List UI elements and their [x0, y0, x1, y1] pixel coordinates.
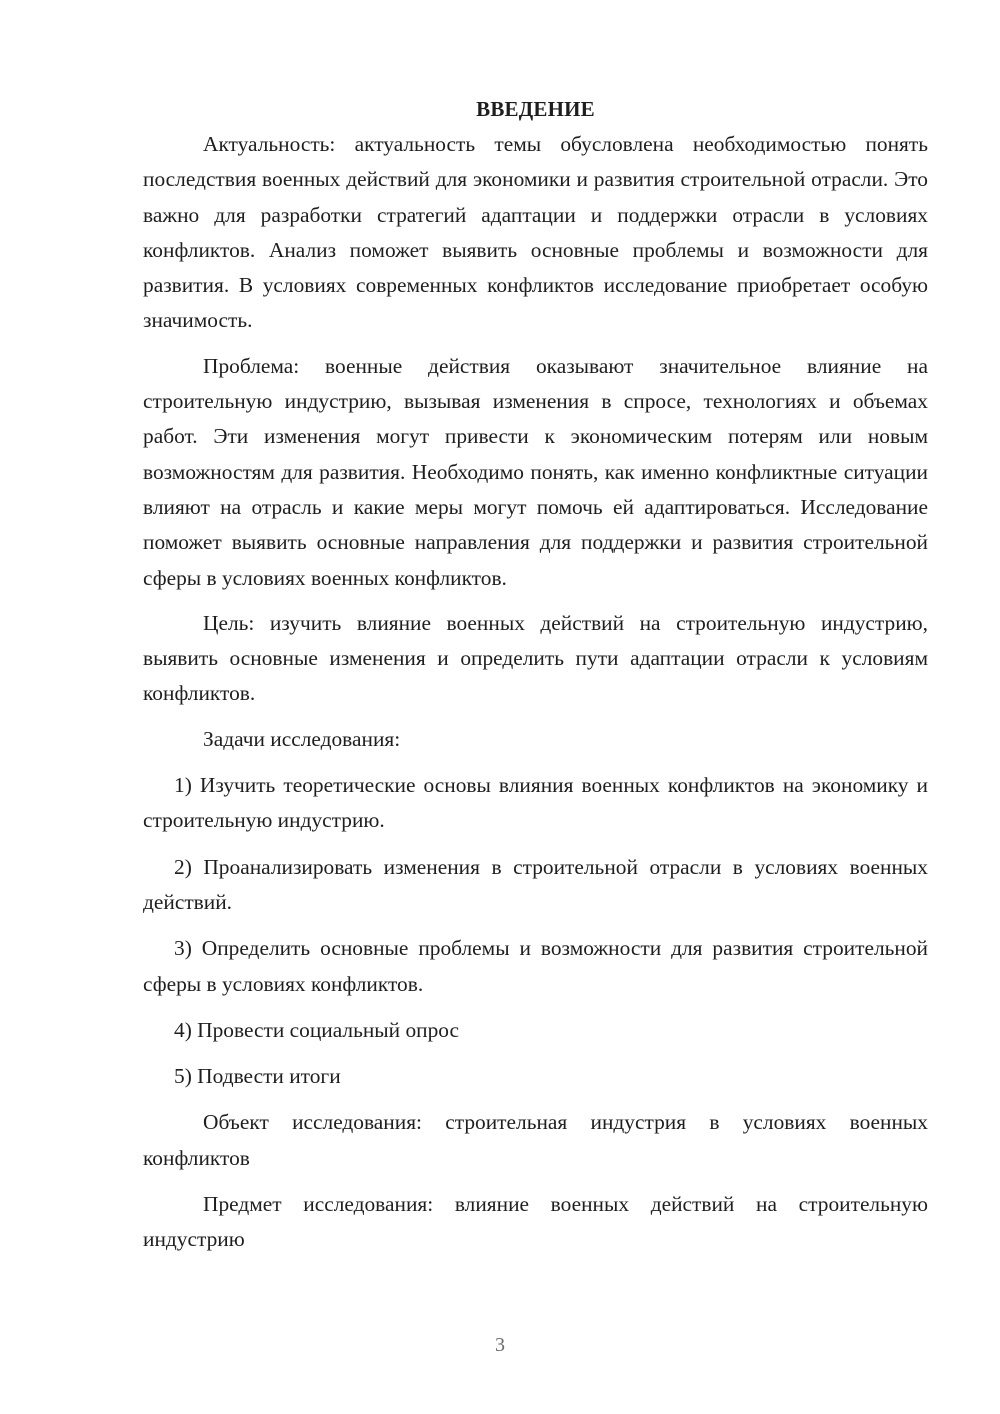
list-item: 4) Провести социальный опрос — [174, 1017, 460, 1042]
paragraph-object: Объект исследования: строительная индустрия в условиях военных конфликтов — [143, 1110, 928, 1170]
paragraph-relevance: Актуальность: актуальность темы обусловлена необходимостью понять последствия военных действий для экономики и развития строительной отрасли. Это важно для разработки стратегий адаптации и поддержки отрасли в условиях конфликтов. Анализ поможет выявить основные проблемы и возможности для развития. В условиях современных конфликтов исследование приобретает особую значимость. — [143, 132, 928, 333]
paragraph-goal: Цель: изучить влияние военных действий на строительную индустрию, выявить основные изменения и определить пути адаптации отрасли к условиям конфликтов. — [143, 610, 928, 706]
document-page — [143, 92, 928, 1258]
list-item: 1) Изучить теоретические основы влияния военных конфликтов на экономику и строительную индустрию. — [143, 773, 928, 833]
list-item: 5) Подвести итоги — [174, 1064, 341, 1089]
page-title: ВВЕДЕНИЕ — [476, 97, 595, 121]
paragraph-tasks-heading: Задачи исследования: — [203, 726, 401, 751]
paragraph-subject: Предмет исследования: влияние военных действий на строительную индустрию — [143, 1192, 928, 1252]
page-number: 3 — [495, 1334, 505, 1356]
list-item: 2) Проанализировать изменения в строительной отрасли в условиях военных действий. — [143, 854, 928, 914]
list-item: 3) Определить основные проблемы и возможности для развития строительной сферы в условиях конфликтов. — [143, 936, 928, 996]
paragraph-problem: Проблема: военные действия оказывают значительное влияние на строительную индустрию, вызывая изменения в спросе, технологиях и объемах работ. Эти изменения могут привести к экономическим потерям или новым возможностям для развития. Необходимо понять, как именно конфликтные ситуации влияют на отрасль и какие меры могут помочь ей адаптироваться. Исследование поможет выявить основные направления для поддержки и развития строительной сферы в условиях военных конфликтов. — [143, 353, 928, 590]
